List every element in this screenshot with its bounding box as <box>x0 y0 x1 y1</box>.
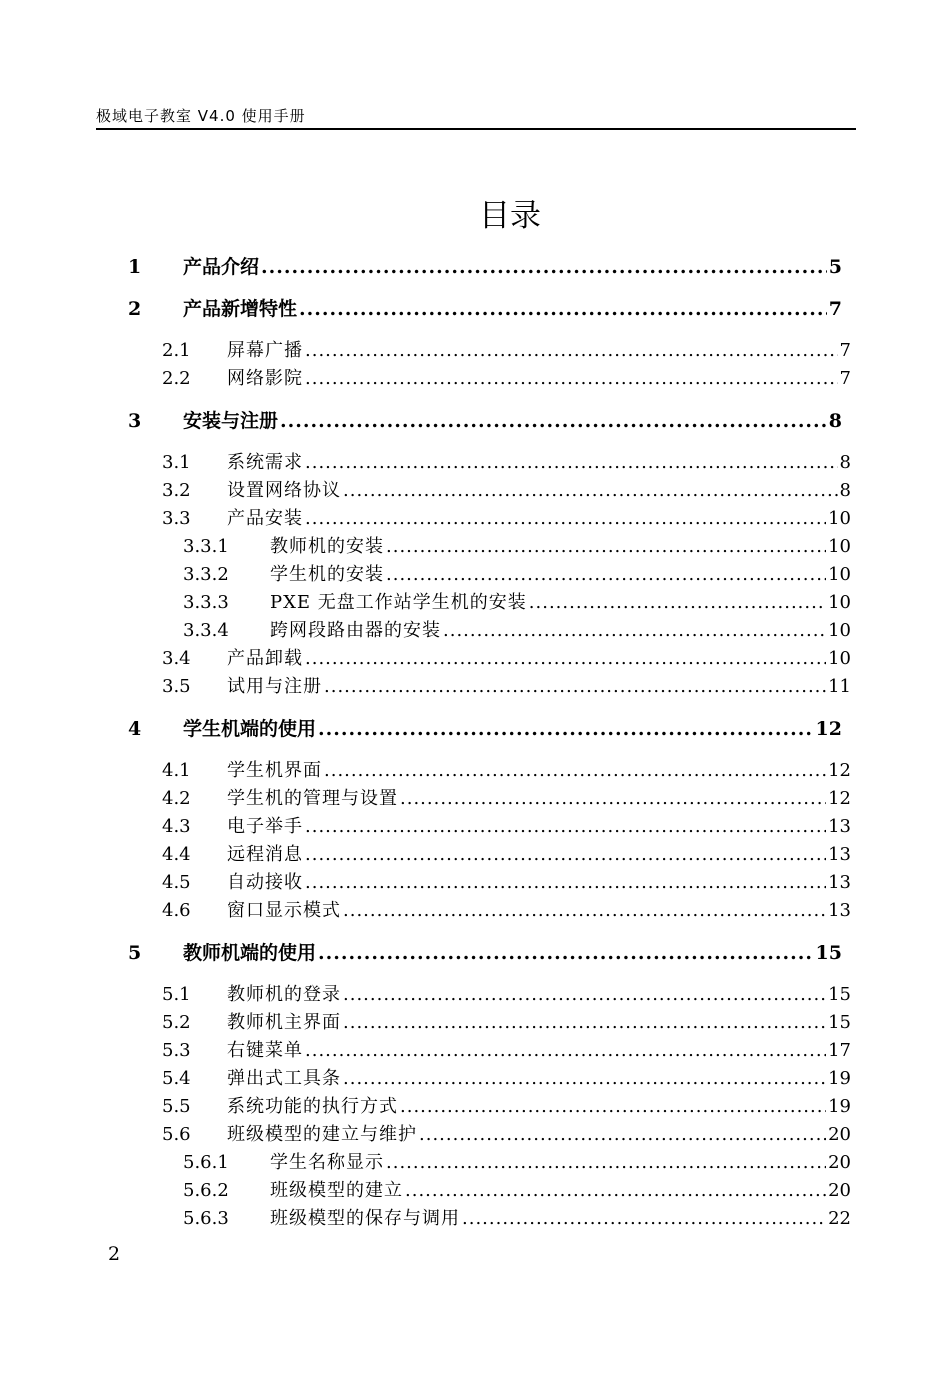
toc-entry-number: 5.6.2 <box>183 1180 229 1201</box>
toc-entry-number: 5.6.1 <box>183 1152 229 1173</box>
toc-leader-dots <box>343 1012 826 1033</box>
toc-leader-dots <box>318 942 814 964</box>
toc-entry-label: 右键菜单 <box>227 1040 303 1061</box>
toc-leader-dots <box>343 480 838 501</box>
toc-leader-dots <box>305 648 826 669</box>
page-header <box>96 101 856 130</box>
toc-entry-label: 学生机界面 <box>227 760 322 781</box>
toc-entry[interactable] <box>162 784 851 810</box>
toc-entry[interactable] <box>162 980 851 1006</box>
toc-entry-number: 3.5 <box>162 676 191 697</box>
toc-entry-number: 5.6.3 <box>183 1208 229 1229</box>
page-number: 2 <box>108 1243 121 1265</box>
toc-entry-number: 3.3.1 <box>183 536 229 557</box>
toc-entry-page: 19 <box>828 1068 851 1089</box>
toc-entry-page: 10 <box>828 592 851 613</box>
toc-entry[interactable] <box>162 1008 851 1034</box>
toc-entry-number: 3.3.3 <box>183 592 229 613</box>
toc-entry-label: 设置网络协议 <box>227 480 341 501</box>
toc-entry-number: 5.4 <box>162 1068 191 1089</box>
toc-entry-label: 安装与注册 <box>183 410 279 432</box>
toc-entry[interactable] <box>162 1064 851 1090</box>
toc-leader-dots <box>419 1124 826 1145</box>
toc-leader-dots <box>443 620 826 641</box>
toc-entry-label: 产品卸载 <box>227 648 303 669</box>
toc-leader-dots <box>386 564 826 585</box>
toc-leader-dots <box>405 1180 826 1201</box>
toc-entry-number: 4.1 <box>162 760 191 781</box>
toc-entry[interactable] <box>183 616 851 642</box>
toc-entry[interactable] <box>162 1120 851 1146</box>
toc-entry-label: 系统需求 <box>227 452 303 473</box>
toc-entry-page: 17 <box>828 1040 851 1061</box>
toc-entry-number: 4 <box>128 718 142 740</box>
toc-leader-dots <box>400 1096 826 1117</box>
toc-entry[interactable] <box>162 336 851 362</box>
toc-entry-page: 7 <box>839 340 851 361</box>
toc-entry-page: 10 <box>828 564 851 585</box>
toc-entry-page: 10 <box>828 536 851 557</box>
toc-entry-number: 3.3 <box>162 508 191 529</box>
toc-entry-number: 5 <box>128 942 142 964</box>
toc-entry-label: 教师机端的使用 <box>183 942 317 964</box>
toc-leader-dots <box>318 718 814 740</box>
toc-title: 目录 <box>479 198 541 234</box>
toc-entry[interactable] <box>128 714 842 740</box>
toc-entry-page: 15 <box>815 942 842 964</box>
toc-entry-page: 12 <box>828 788 851 809</box>
toc-entry-label: 学生机的管理与设置 <box>227 788 398 809</box>
toc-entry[interactable] <box>162 504 851 530</box>
toc-entry-number: 3.2 <box>162 480 191 501</box>
toc-entry-number: 2 <box>128 298 142 320</box>
toc-entry[interactable] <box>162 756 851 782</box>
toc-entry[interactable] <box>128 252 842 278</box>
toc-leader-dots <box>305 340 838 361</box>
toc-entry[interactable] <box>162 1092 851 1118</box>
toc-entry-label: 远程消息 <box>227 844 303 865</box>
toc-entry-label: 班级模型的保存与调用 <box>270 1208 460 1229</box>
toc-entry-page: 8 <box>839 452 851 473</box>
toc-entry[interactable] <box>162 840 851 866</box>
toc-leader-dots <box>386 1152 826 1173</box>
toc-leader-dots <box>305 508 826 529</box>
toc-entry-number: 5.3 <box>162 1040 191 1061</box>
toc-entry-page: 10 <box>828 508 851 529</box>
toc-leader-dots <box>343 900 826 921</box>
toc-leader-dots <box>305 872 826 893</box>
toc-entry-page: 13 <box>828 844 851 865</box>
toc-entry-label: 产品新增特性 <box>183 298 298 320</box>
toc-entry-page: 15 <box>828 1012 851 1033</box>
toc-entry-label: 窗口显示模式 <box>227 900 341 921</box>
toc-entry[interactable] <box>162 644 851 670</box>
toc-entry-label: 网络影院 <box>227 368 303 389</box>
toc-entry-page: 12 <box>828 760 851 781</box>
toc-entry[interactable] <box>162 1036 851 1062</box>
toc-leader-dots <box>386 536 826 557</box>
toc-entry-number: 4.6 <box>162 900 191 921</box>
toc-entry-page: 8 <box>839 480 851 501</box>
toc-entry-page: 22 <box>828 1208 851 1229</box>
toc-entry-page: 19 <box>828 1096 851 1117</box>
toc-entry-number: 5.2 <box>162 1012 191 1033</box>
toc-leader-dots <box>324 760 826 781</box>
toc-entry-number: 4.5 <box>162 872 191 893</box>
toc-leader-dots <box>280 410 827 432</box>
toc-entry-page: 10 <box>828 620 851 641</box>
toc-entry-label: 系统功能的执行方式 <box>227 1096 398 1117</box>
toc-entry[interactable] <box>128 406 842 432</box>
toc-entry[interactable] <box>162 672 851 698</box>
toc-entry[interactable] <box>183 560 851 586</box>
toc-entry-label: 学生机端的使用 <box>183 718 317 740</box>
toc-leader-dots <box>305 844 826 865</box>
toc-entry-page: 7 <box>839 368 851 389</box>
toc-entry[interactable] <box>183 1204 851 1230</box>
toc-entry-label: 教师机的安装 <box>270 536 384 557</box>
toc-entry-number: 3.4 <box>162 648 191 669</box>
toc-leader-dots <box>343 1068 826 1089</box>
toc-entry-label: 教师机主界面 <box>227 1012 341 1033</box>
toc-entry-page: 10 <box>828 648 851 669</box>
toc-entry-number: 5.5 <box>162 1096 191 1117</box>
toc-entry-label: 班级模型的建立 <box>270 1180 403 1201</box>
toc-leader-dots <box>305 368 838 389</box>
toc-entry[interactable] <box>162 476 851 502</box>
toc-entry-label: 学生名称显示 <box>270 1152 384 1173</box>
toc-entry[interactable] <box>183 532 851 558</box>
toc-entry-number: 3.1 <box>162 452 191 473</box>
toc-entry-label: 跨网段路由器的安装 <box>270 620 441 641</box>
toc-leader-dots <box>305 816 826 837</box>
toc-entry-page: 20 <box>828 1180 851 1201</box>
toc-entry-label: 弹出式工具条 <box>227 1068 341 1089</box>
toc-entry[interactable] <box>183 1176 851 1202</box>
toc-entry-label: 屏幕广播 <box>227 340 303 361</box>
toc-entry[interactable] <box>162 896 851 922</box>
toc-entry[interactable] <box>128 938 842 964</box>
toc-entry-number: 3 <box>128 410 142 432</box>
toc-entry[interactable] <box>128 294 842 320</box>
toc-entry-label: 试用与注册 <box>227 676 322 697</box>
toc-entry-number: 4.4 <box>162 844 191 865</box>
toc-entry-number: 2.1 <box>162 340 191 361</box>
toc-entry-label: 产品介绍 <box>183 256 260 278</box>
toc-entry-page: 12 <box>815 718 842 740</box>
toc-leader-dots <box>343 984 826 1005</box>
toc-entry-number: 1 <box>128 256 142 278</box>
toc-leader-dots <box>462 1208 826 1229</box>
toc-entry-number: 3.3.2 <box>183 564 229 585</box>
toc-entry-page: 20 <box>828 1152 851 1173</box>
toc-entry[interactable] <box>183 588 851 614</box>
toc-entry-page: 13 <box>828 816 851 837</box>
toc-leader-dots <box>529 592 826 613</box>
header-text: 极域电子教室 V4.0 使用手册 <box>96 107 306 125</box>
toc-entry-number: 5.6 <box>162 1124 191 1145</box>
toc-entry-label: 产品安装 <box>227 508 303 529</box>
toc-entry[interactable] <box>183 1148 851 1174</box>
toc-entry-label: 班级模型的建立与维护 <box>227 1124 417 1145</box>
toc-leader-dots <box>299 298 827 320</box>
toc-entry-page: 13 <box>828 872 851 893</box>
toc-leader-dots <box>305 1040 826 1061</box>
toc-entry-label: PXE 无盘工作站学生机的安装 <box>270 592 527 613</box>
toc-entry-page: 20 <box>828 1124 851 1145</box>
toc-entry-label: 学生机的安装 <box>270 564 384 585</box>
toc-entry-number: 3.3.4 <box>183 620 229 641</box>
toc-entry-page: 7 <box>828 298 842 320</box>
toc-entry-page: 11 <box>828 676 851 697</box>
toc-entry[interactable] <box>162 448 851 474</box>
toc-entry[interactable] <box>162 868 851 894</box>
toc-entry[interactable] <box>162 812 851 838</box>
toc-entry-page: 13 <box>828 900 851 921</box>
toc-entry-label: 自动接收 <box>227 872 303 893</box>
toc-leader-dots <box>400 788 826 809</box>
toc-entry-label: 教师机的登录 <box>227 984 341 1005</box>
toc-entry-page: 5 <box>828 256 842 278</box>
toc-leader-dots <box>261 256 827 278</box>
toc-leader-dots <box>324 676 826 697</box>
toc-leader-dots <box>305 452 838 473</box>
toc-entry[interactable] <box>162 364 851 390</box>
toc-entry-number: 4.2 <box>162 788 191 809</box>
toc-entry-number: 5.1 <box>162 984 191 1005</box>
toc-entry-page: 8 <box>828 410 842 432</box>
toc-entry-label: 电子举手 <box>227 816 303 837</box>
toc-entry-page: 15 <box>828 984 851 1005</box>
toc-entry-number: 4.3 <box>162 816 191 837</box>
toc-entry-number: 2.2 <box>162 368 191 389</box>
